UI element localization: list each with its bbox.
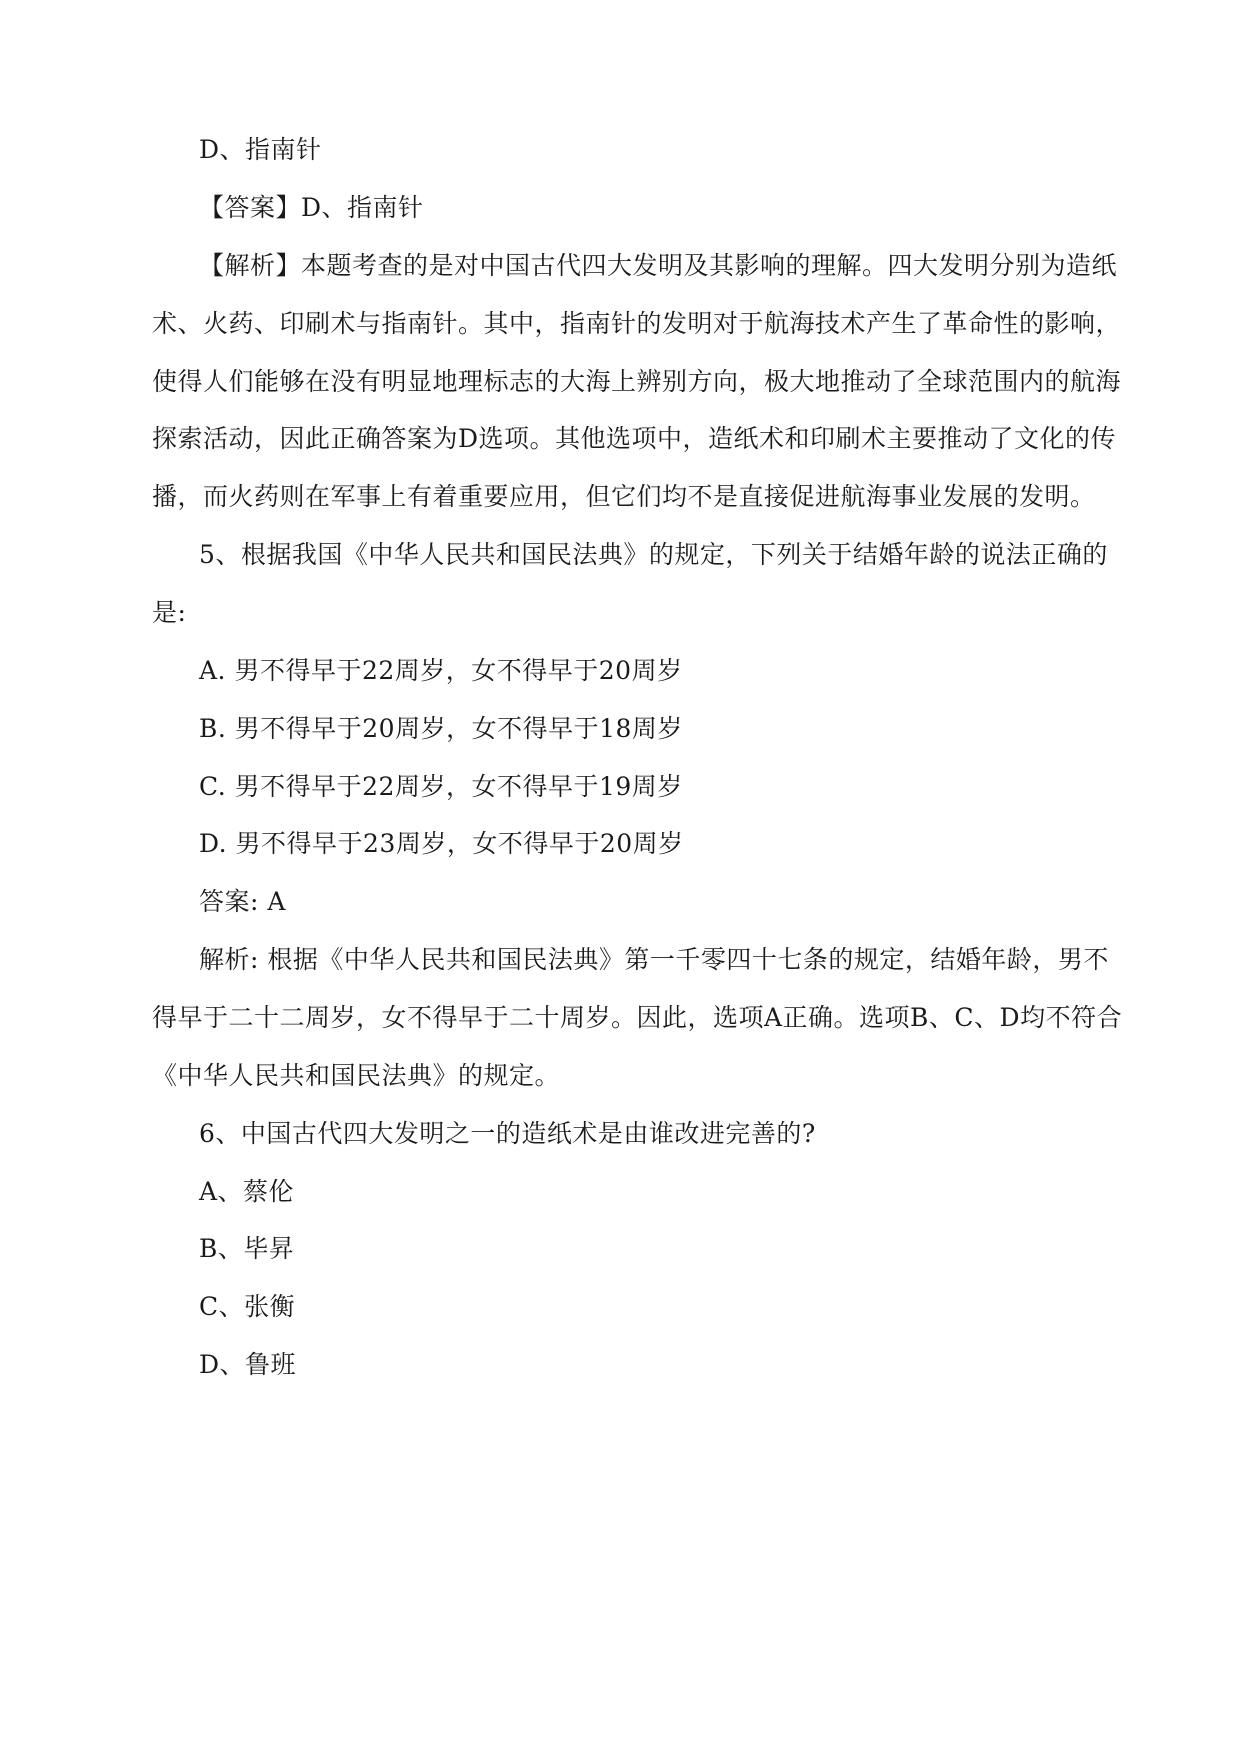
q6-question: 6、中国古代四大发明之一的造纸术是由谁改进完善的?	[199, 1119, 816, 1148]
q5-analysis-line: 《中华人民共和国民法典》的规定。	[152, 1061, 561, 1090]
q5-analysis-line: 解析: 根据《中华人民共和国民法典》第一千零四十七条的规定，结婚年龄，男不	[199, 945, 1109, 974]
q6-option-c: C、张衡	[199, 1292, 296, 1321]
q4-answer: 【答案】D、指南针	[199, 193, 424, 222]
q6-option-b: B、毕昇	[199, 1234, 295, 1263]
q4-analysis-line: 探索活动，因此正确答案为D选项。其他选项中，造纸术和印刷术主要推动了文化的传	[152, 424, 1117, 453]
q5-option-a: A. 男不得早于22周岁，女不得早于20周岁	[199, 656, 683, 685]
q5-question-line: 是:	[152, 598, 187, 627]
q5-analysis-line: 得早于二十二周岁，女不得早于二十周岁。因此，选项A正确。选项B、C、D均不符合	[152, 1003, 1123, 1032]
q5-question-line: 5、根据我国《中华人民共和国民法典》的规定，下列关于结婚年龄的说法正确的	[199, 540, 1108, 569]
q4-analysis-line: 【解析】本题考查的是对中国古代四大发明及其影响的理解。四大发明分别为造纸	[199, 251, 1118, 280]
q5-option-c: C. 男不得早于22周岁，女不得早于19周岁	[199, 772, 683, 801]
q6-option-a: A、蔡伦	[199, 1177, 295, 1206]
q5-answer: 答案: A	[199, 887, 286, 916]
q5-option-d: D. 男不得早于23周岁，女不得早于20周岁	[199, 829, 684, 858]
q5-option-b: B. 男不得早于20周岁，女不得早于18周岁	[199, 714, 683, 743]
q6-option-d: D、鲁班	[199, 1350, 297, 1379]
q4-option-d: D、指南针	[199, 135, 322, 164]
q4-analysis-line: 术、火药、印刷术与指南针。其中，指南针的发明对于航海技术产生了革命性的影响，	[152, 309, 1122, 338]
q4-analysis-line: 播，而火药则在军事上有着重要应用，但它们均不是直接促进航海事业发展的发明。	[152, 482, 1096, 511]
q4-analysis-line: 使得人们能够在没有明显地理标志的大海上辨别方向，极大地推动了全球范围内的航海	[152, 367, 1122, 396]
